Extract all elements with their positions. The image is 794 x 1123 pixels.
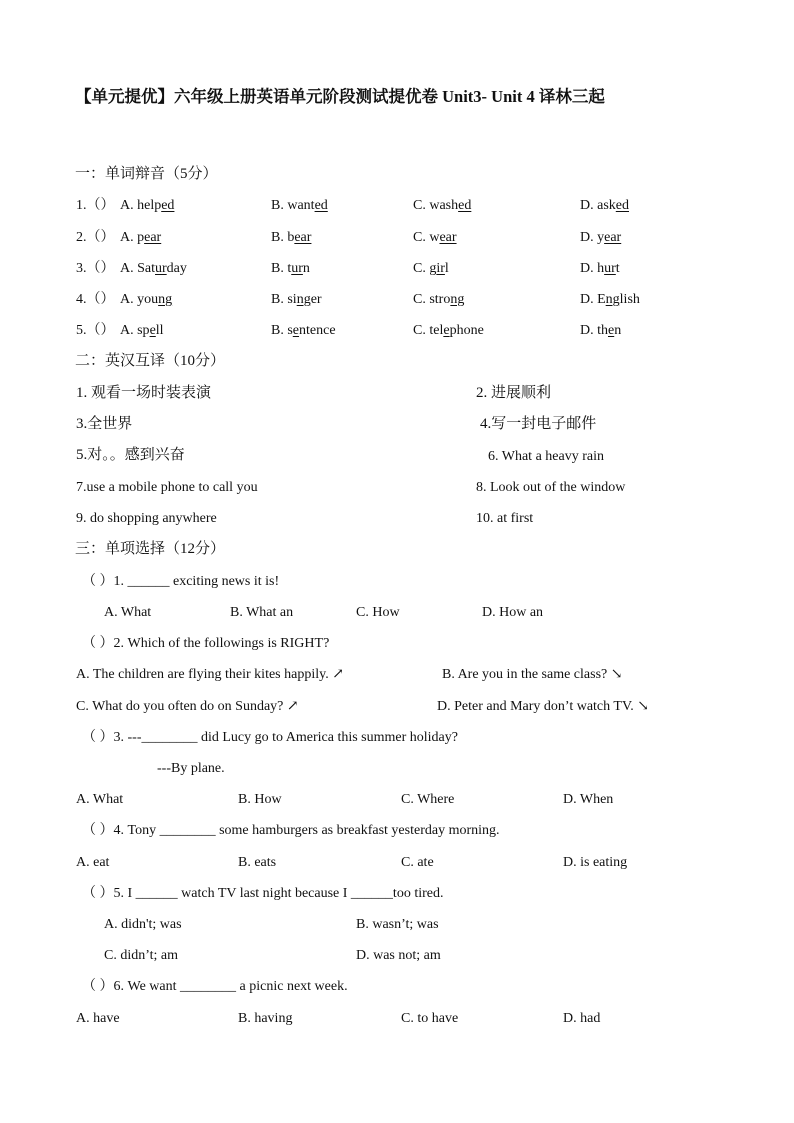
option-a <box>120 293 172 307</box>
translation-item: 9. do shopping anywhere <box>76 511 217 526</box>
option-d <box>580 293 640 307</box>
question-1-option-a: A. What <box>104 605 152 620</box>
option-text: A. help <box>120 198 162 213</box>
option-d <box>580 199 629 213</box>
underlined-part: ir <box>436 261 445 276</box>
translation-item: 7.use a mobile phone to call you <box>76 480 258 495</box>
translation-item: 4.写一封电子邮件 <box>480 416 597 432</box>
option-b <box>271 293 322 307</box>
option-b <box>271 324 336 338</box>
underlined-part: ng <box>605 292 620 307</box>
option-text: C. g <box>413 261 437 276</box>
underlined-part: e <box>149 323 156 338</box>
option-b <box>271 262 310 276</box>
section-1-heading: 一：单词辩音（5分） <box>75 166 218 182</box>
translation-item: 1. 观看一场时装表演 <box>76 385 212 401</box>
option-c <box>413 231 457 245</box>
option-a <box>120 262 187 276</box>
page-title: 【单元提优】六年级上册英语单元阶段测试提优卷 Unit3- Unit 4 译林三起 <box>75 87 605 106</box>
underlined-part: e <box>608 323 615 338</box>
question-3-option-d: D. When <box>563 792 614 807</box>
question-3-option-a: A. What <box>76 792 124 807</box>
option-c <box>413 262 449 276</box>
underlined-part: ur <box>291 261 303 276</box>
option-text: B. t <box>271 261 292 276</box>
question-3-option-c: C. Where <box>401 792 455 807</box>
option-text: D. th <box>580 323 608 338</box>
underlined-part: ed <box>161 198 175 213</box>
option-a <box>120 231 161 245</box>
option-text-rest: day <box>166 261 187 276</box>
question-1-option-c: C. How <box>356 605 400 620</box>
option-text: C. tel <box>413 323 444 338</box>
option-a <box>120 324 164 338</box>
question-1-option-d: D. How an <box>482 605 544 620</box>
question-4-stem: （ ）4. Tony ________ some hamburgers as breakfast yesterday morning. <box>82 823 500 838</box>
option-text: A. Sat <box>120 261 155 276</box>
underlined-part: e <box>292 323 300 338</box>
option-text: A. p <box>120 230 145 245</box>
option-text-rest: phone <box>449 323 484 338</box>
option-text: D. E <box>580 292 606 307</box>
question-2-option-c: C. What do you often do on Sunday? ↗ <box>76 699 299 714</box>
item-number: 1.（） <box>76 198 115 213</box>
option-text-rest: ll <box>155 323 164 338</box>
option-text: B. b <box>271 230 295 245</box>
section-3-heading: 三：单项选择（12分） <box>75 541 226 557</box>
option-text-rest: t <box>615 261 620 276</box>
option-text-rest: n <box>614 323 622 338</box>
option-text-rest: er <box>310 292 322 307</box>
item-number: 2.（） <box>76 230 115 245</box>
question-3-option-b: B. How <box>238 792 282 807</box>
question-6-stem: （ ）6. We want ________ a picnic next week. <box>82 979 348 994</box>
question-6-option-b: B. having <box>238 1011 293 1026</box>
translation-item: 6. What a heavy rain <box>488 449 604 464</box>
option-text-rest: lish <box>619 292 640 307</box>
option-text-rest: l <box>444 261 449 276</box>
translation-item: 10. at first <box>476 511 534 526</box>
translation-item: 2. 进展顺利 <box>476 385 552 401</box>
option-a <box>120 199 174 213</box>
translation-item: 3.全世界 <box>76 416 133 432</box>
question-5-stem: （ ）5. I ______ watch TV last night because I ______too tired. <box>82 886 444 901</box>
question-6-option-d: D. had <box>563 1011 601 1026</box>
question-5-option-d: D. was not; am <box>356 948 441 963</box>
underlined-part: ed <box>458 198 472 213</box>
underlined-part: ear <box>604 230 622 245</box>
underlined-part: ur <box>155 261 167 276</box>
option-c <box>413 324 484 338</box>
option-text-rest: n <box>302 261 310 276</box>
question-6-option-a: A. have <box>76 1011 120 1026</box>
question-5-option-a: A. didn't; was <box>104 917 182 932</box>
question-4-option-d: D. is eating <box>563 855 628 870</box>
translation-item: 8. Look out of the window <box>476 480 626 495</box>
underlined-part: ear <box>439 230 457 245</box>
item-number: 3.（） <box>76 261 115 276</box>
underlined-part: e <box>443 323 450 338</box>
option-b <box>271 199 328 213</box>
option-c <box>413 293 464 307</box>
question-4-option-c: C. ate <box>401 855 434 870</box>
option-text: C. stro <box>413 292 451 307</box>
question-1-option-b: B. What an <box>230 605 294 620</box>
option-b <box>271 231 311 245</box>
option-text: D. y <box>580 230 605 245</box>
underlined-part: ng <box>450 292 465 307</box>
underlined-part: ear <box>294 230 312 245</box>
option-d <box>580 231 621 245</box>
translation-item: 5.对。。感到兴奋 <box>76 447 185 463</box>
option-d <box>580 324 621 338</box>
question-1-stem: （ ）1. ______ exciting news it is! <box>82 574 280 589</box>
option-text: D. h <box>580 261 605 276</box>
question-4-option-a: A. eat <box>76 855 110 870</box>
option-text: B. want <box>271 198 315 213</box>
question-2-option-b: B. Are you in the same class? ↘ <box>442 667 623 682</box>
underlined-part: ed <box>615 198 629 213</box>
question-2-stem: （ ）2. Which of the followings is RIGHT? <box>82 636 330 651</box>
question-3-answer: ---By plane. <box>157 761 225 776</box>
option-text: B. si <box>271 292 297 307</box>
item-number: 5.（） <box>76 323 115 338</box>
underlined-part: ng <box>158 292 173 307</box>
question-2-option-d: D. Peter and Mary don’t watch TV. ↘ <box>437 699 649 714</box>
option-text: C. wash <box>413 198 459 213</box>
question-5-option-c: C. didn’t; am <box>104 948 179 963</box>
question-4-option-b: B. eats <box>238 855 277 870</box>
item-number: 4.（） <box>76 292 115 307</box>
option-text: A. sp <box>120 323 150 338</box>
underlined-part: ng <box>296 292 311 307</box>
option-text-rest: ntence <box>299 323 336 338</box>
section-2-heading: 二：英汉互译（10分） <box>75 353 226 369</box>
underlined-part: ear <box>144 230 162 245</box>
question-5-option-b: B. wasn’t; was <box>356 917 439 932</box>
question-6-option-c: C. to have <box>401 1011 459 1026</box>
option-text: D. ask <box>580 198 616 213</box>
option-d <box>580 262 620 276</box>
option-c <box>413 199 471 213</box>
underlined-part: ed <box>314 198 328 213</box>
option-text: C. w <box>413 230 440 245</box>
option-text: B. s <box>271 323 293 338</box>
underlined-part: ur <box>604 261 616 276</box>
question-2-option-a: A. The children are flying their kites happily. ↗ <box>76 667 344 682</box>
option-text: A. you <box>120 292 159 307</box>
question-3-stem: （ ）3. ---________ did Lucy go to America this summer holiday? <box>82 730 458 745</box>
